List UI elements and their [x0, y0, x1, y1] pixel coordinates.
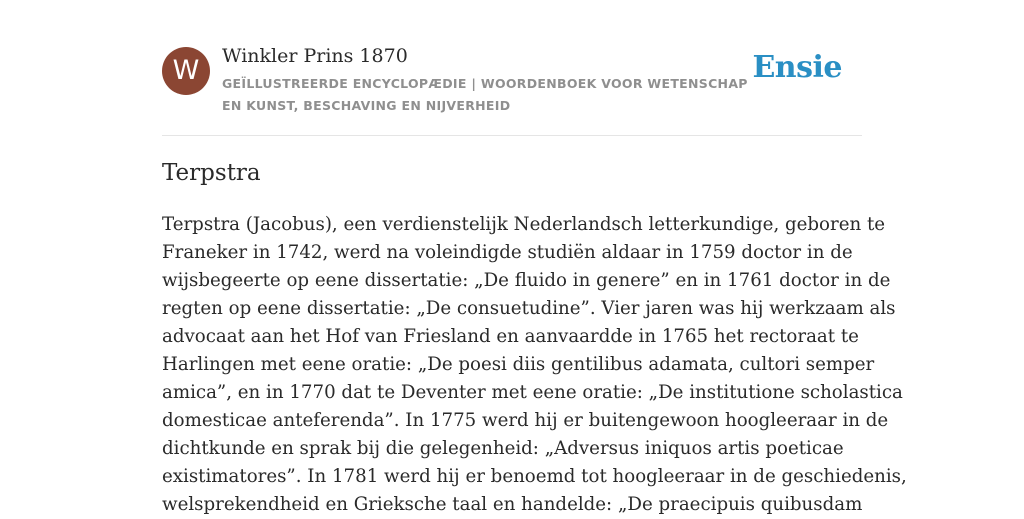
entry-body-line: amica”, en in 1770 dat te Deventer met eene oratie: „De institutione scholastica	[162, 382, 903, 403]
source-header	[162, 0, 862, 136]
entry-body-line: wijsbegeerte op eene dissertatie: „De fluido in genere” en in 1761 doctor in de	[162, 270, 891, 291]
entry-body-line: domesticae anteferenda”. In 1775 werd hij er buitengewoon hoogleeraar in de	[162, 410, 889, 431]
entry-body	[162, 211, 907, 519]
source-title[interactable]: Winkler Prins 1870	[222, 45, 408, 67]
entry-body-line: welsprekendheid en Grieksche taal en handelde: „De praecipuis quibusdam	[162, 494, 863, 515]
ensie-logo-link[interactable]: Ensie	[752, 50, 842, 85]
entry-body-line: regten op eene dissertatie: „De consuetudine”. Vier jaren was hij werkzaam als	[162, 298, 896, 319]
page	[162, 0, 907, 515]
entry-body-line: advocaat aan het Hof van Friesland en aanvaardde in 1765 het rectoraat te	[162, 326, 859, 347]
entry-title: Terpstra	[162, 160, 261, 186]
entry-body-line: Harlingen met eene oratie: „De poesi diis gentilibus adamata, cultori semper	[162, 354, 875, 375]
source-avatar[interactable]: W	[162, 47, 210, 95]
entry-body-line: Terpstra (Jacobus), een verdienstelijk Nederlandsch letterkundige, geboren te	[162, 214, 886, 235]
entry-body-line: Franeker in 1742, werd na voleindigde studiën aldaar in 1759 doctor in de	[162, 242, 853, 263]
entry-body-line: dichtkunde en sprak bij die gelegenheid: „Adversus iniquos artis poeticae	[162, 438, 844, 459]
source-subtitle: GEÏLLUSTREERDE ENCYCLOPÆDIE | WOORDENBOEK VOOR WETENSCHAP EN KUNST, BESCHAVING EN NIJVERHEID	[222, 76, 748, 113]
entry-body-line: existimatores”. In 1781 werd hij er benoemd tot hoogleeraar in de geschiedenis,	[162, 466, 907, 487]
